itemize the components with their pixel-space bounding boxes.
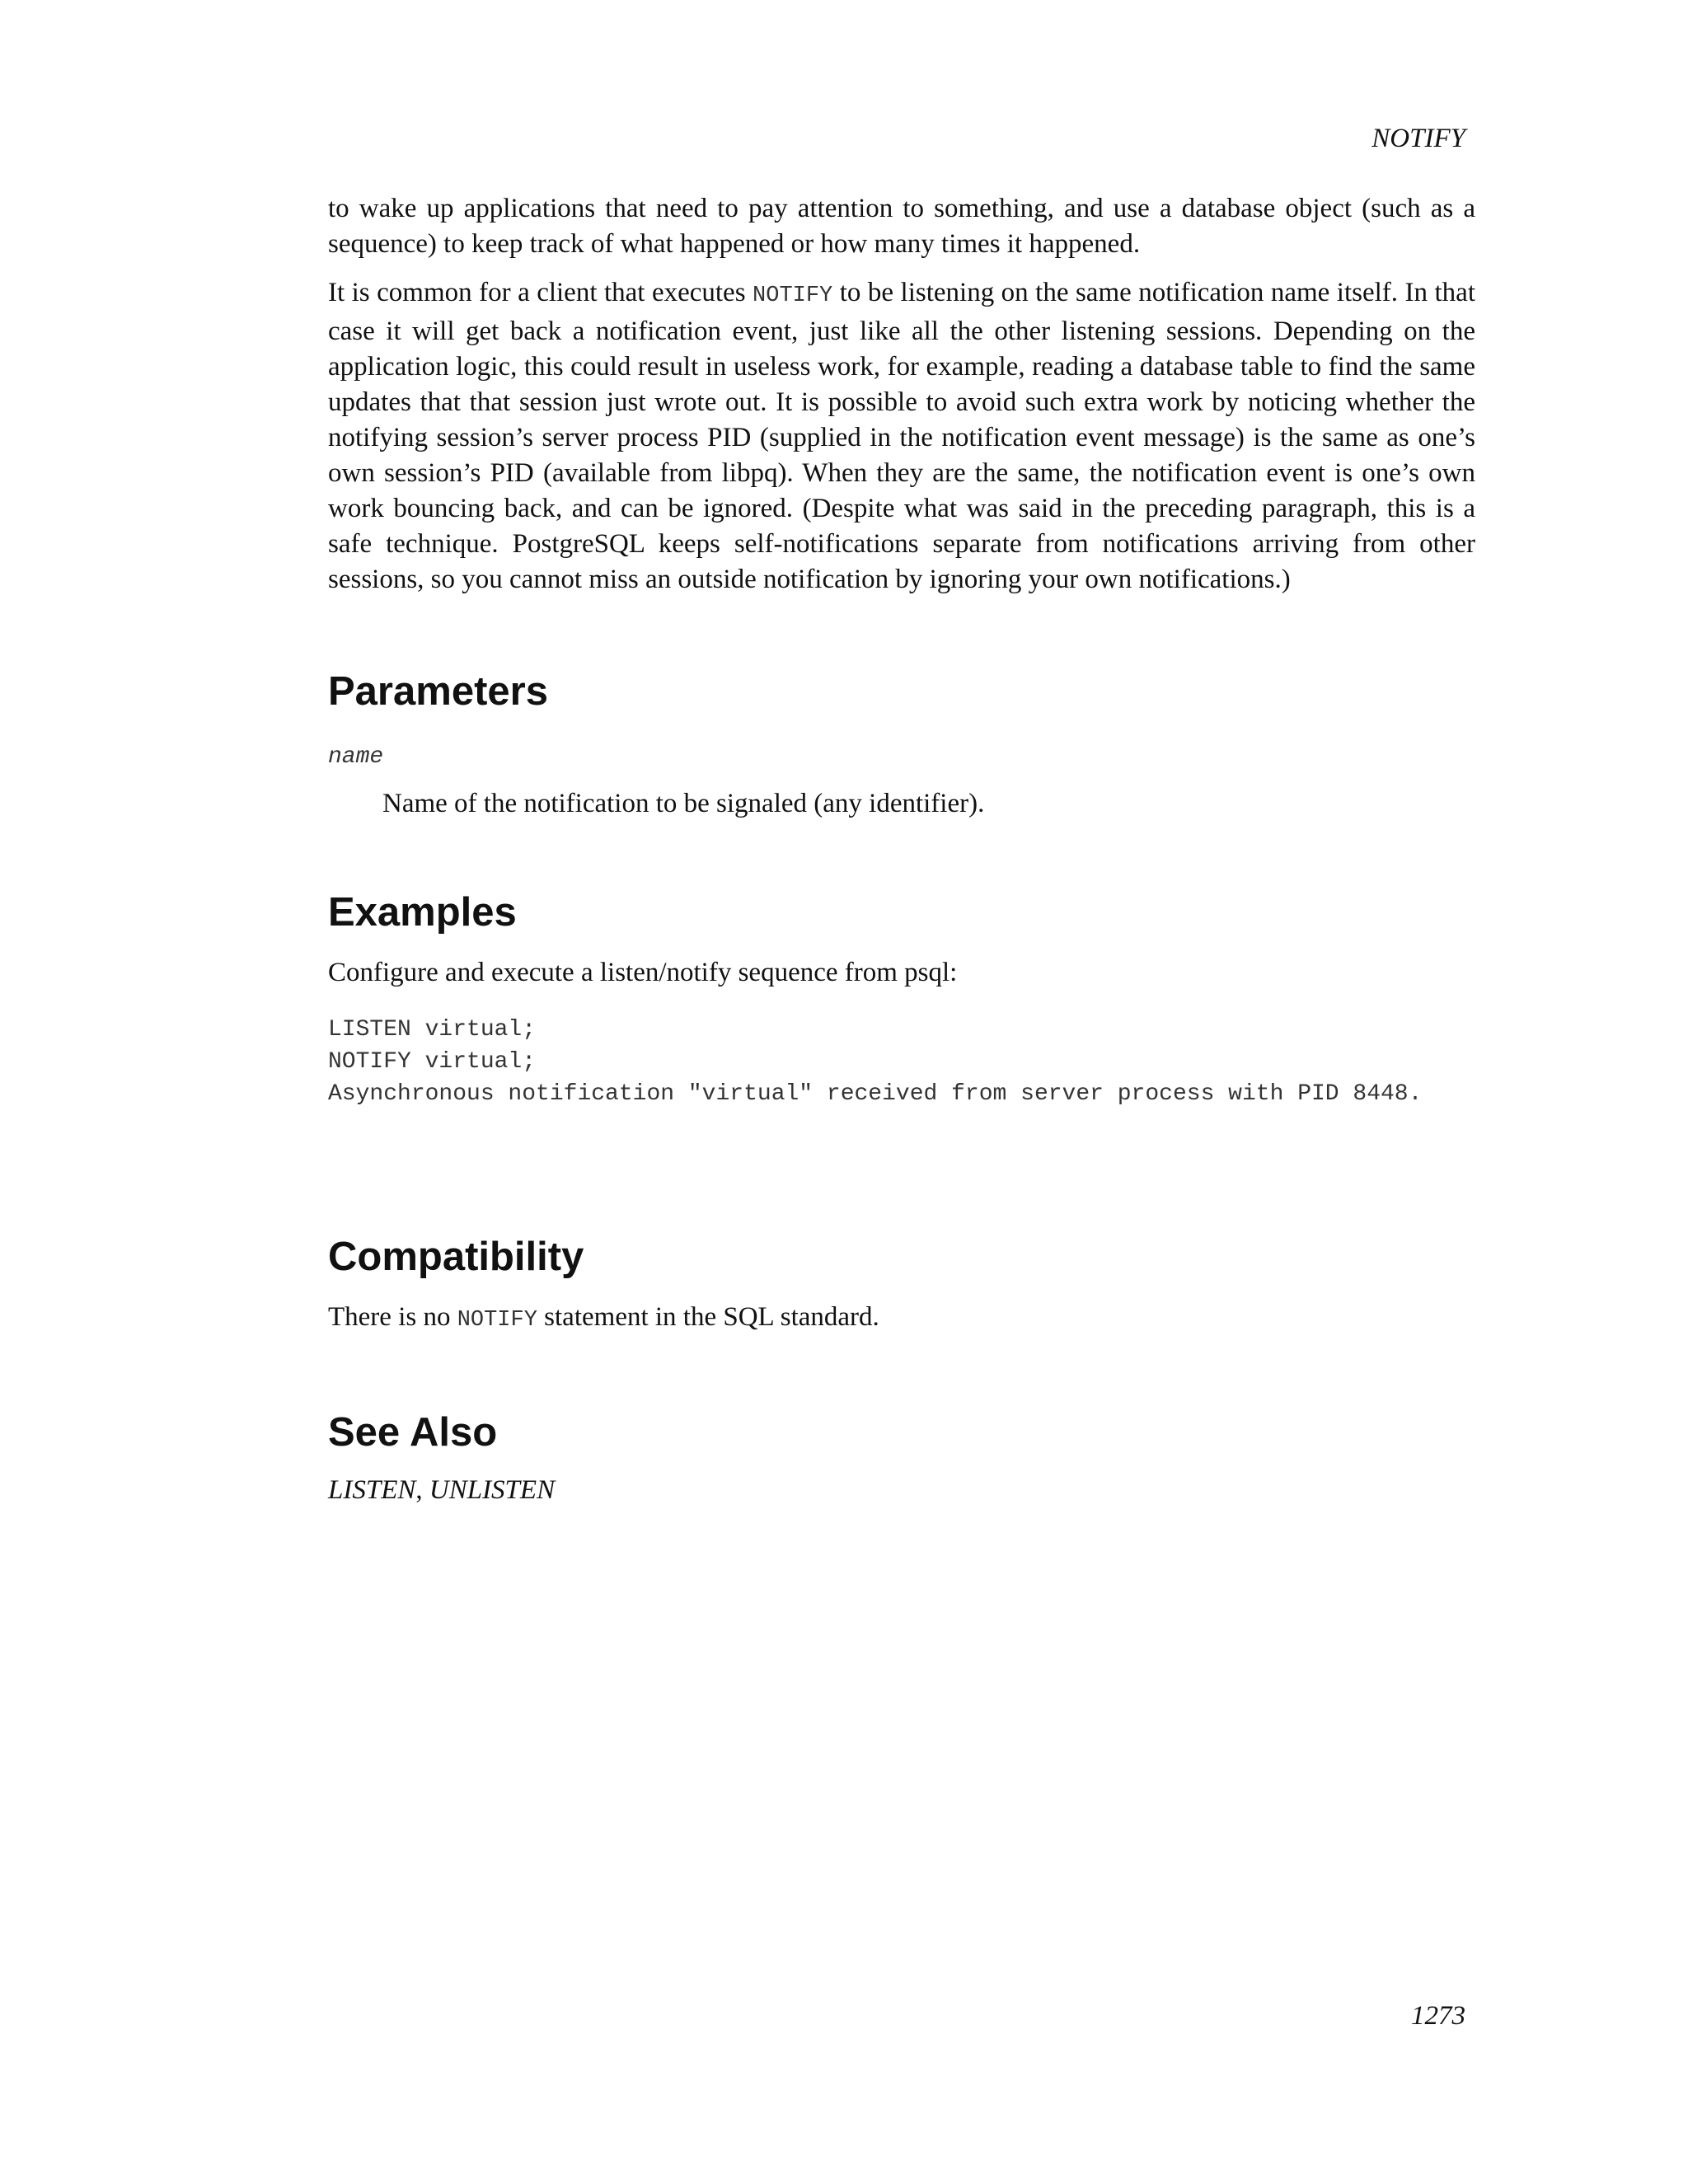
page-content (328, 191, 1475, 1506)
running-head: NOTIFY (1372, 124, 1465, 153)
notify-keyword: NOTIFY (457, 1308, 537, 1333)
see-also-heading: See Also (328, 1410, 498, 1455)
code-line: LISTEN virtual; (328, 1017, 537, 1043)
compatibility-paragraph (328, 1300, 1475, 1338)
parameter-term: name (328, 744, 384, 770)
parameters-heading: Parameters (328, 669, 548, 714)
code-line: NOTIFY virtual; (328, 1049, 537, 1075)
code-line: Asynchronous notification "virtual" received from server process with PID 8448. (328, 1081, 1423, 1107)
self-notify-paragraph (328, 275, 1475, 598)
notify-keyword: NOTIFY (753, 284, 833, 308)
link-listen[interactable]: LISTEN (328, 1475, 416, 1505)
example-code-block (328, 1014, 1475, 1110)
self-notify-text-after: to be listening on the same notification name itself. In that case it will get back a notification event, just like all the other listening sessions. Depending on the application logic, this could result in useless work, for example, reading a database table to find the same updates that that session just wrote out. It is possible to avoid such extra work by noticing whether the notifying session’s server process PID (supplied in the notification event message) is the same as one’s own session’s PID (available from libpq). When they are the same, the notification event is one’s own work bouncing back, and can be ignored. (Despite what was said in the preceding paragraph, this is a safe technique. PostgreSQL keeps self-notifications separate from notifications arriving from other sessions, so you cannot miss an outside notification by ignoring your own notifications.) (328, 278, 1475, 594)
compatibility-text-after: statement in the SQL standard. (537, 1302, 879, 1332)
intro-paragraph: to wake up applications that need to pay attention to something, and use a database object (such as a sequence) to keep track of what happened or how many times it happened. (328, 194, 1475, 259)
self-notify-text-before: It is common for a client that executes (328, 278, 753, 307)
see-also-links (328, 1475, 1475, 1506)
link-unlisten[interactable]: UNLISTEN (429, 1475, 556, 1505)
examples-intro: Configure and execute a listen/notify sequence from psql: (328, 958, 958, 987)
see-also-separator: , (415, 1475, 429, 1505)
page-number: 1273 (1411, 2001, 1465, 2031)
parameter-description: Name of the notification to be signaled (any identifier). (382, 789, 985, 818)
examples-heading: Examples (328, 890, 517, 935)
compatibility-text-before: There is no (328, 1302, 457, 1332)
compatibility-heading: Compatibility (328, 1235, 584, 1279)
